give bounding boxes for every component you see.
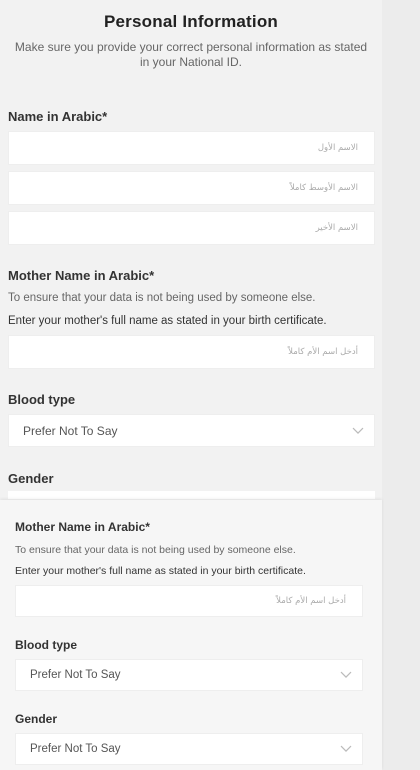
name-arabic-label: Name in Arabic* xyxy=(8,109,108,124)
middle-name-field[interactable] xyxy=(8,171,375,205)
gender-label: Gender xyxy=(8,471,54,486)
chevron-down-icon xyxy=(340,665,352,683)
mother-name-label-2: Mother Name in Arabic* xyxy=(15,520,150,534)
gender-select-partial[interactable] xyxy=(8,491,375,499)
mother-name-instruction-2: Enter your mother's full name as stated in your birth certificate. xyxy=(15,565,306,577)
middle-name-placeholder: الاسم الأوسط كاملاً xyxy=(289,183,358,193)
mother-name-placeholder: أدخل اسم الأم كاملاً xyxy=(288,347,358,357)
page-title: Personal Information xyxy=(103,12,279,31)
gender-value-2: Prefer Not To Say xyxy=(30,743,121,755)
blood-type-value-2: Prefer Not To Say xyxy=(30,669,121,681)
scroll-gutter xyxy=(382,0,420,770)
blood-type-label-2: Blood type xyxy=(15,638,77,652)
mother-name-instruction: Enter your mother's full name as stated in your birth certificate. xyxy=(8,315,327,327)
mother-name-hint-2: To ensure that your data is not being used by someone else. xyxy=(15,544,296,556)
gender-label-2: Gender xyxy=(15,712,58,726)
mother-name-field-2[interactable] xyxy=(15,585,363,617)
overlay-panel xyxy=(0,500,382,770)
blood-type-value: Prefer Not To Say xyxy=(23,423,118,438)
blood-type-label: Blood type xyxy=(8,392,76,407)
first-name-field[interactable] xyxy=(8,131,375,165)
blood-type-select-2[interactable] xyxy=(15,659,363,691)
gender-select-2[interactable] xyxy=(15,733,363,765)
personal-info-panel xyxy=(0,0,382,70)
last-name-field[interactable] xyxy=(8,211,375,245)
first-name-placeholder: الاسم الأول xyxy=(317,143,358,153)
mother-name-field[interactable] xyxy=(8,335,375,369)
mother-name-placeholder-2: أدخل اسم الأم كاملاً xyxy=(276,596,346,606)
last-name-placeholder: الاسم الأخير xyxy=(315,223,358,233)
chevron-down-icon xyxy=(352,421,364,439)
blood-type-select[interactable] xyxy=(8,414,375,447)
chevron-down-icon xyxy=(340,739,352,757)
mother-name-hint: To ensure that your data is not being used by someone else. xyxy=(8,292,316,304)
mother-name-label: Mother Name in Arabic* xyxy=(8,268,155,283)
page-subtitle: Make sure you provide your correct personal information as stated in your National ID. xyxy=(14,40,368,69)
